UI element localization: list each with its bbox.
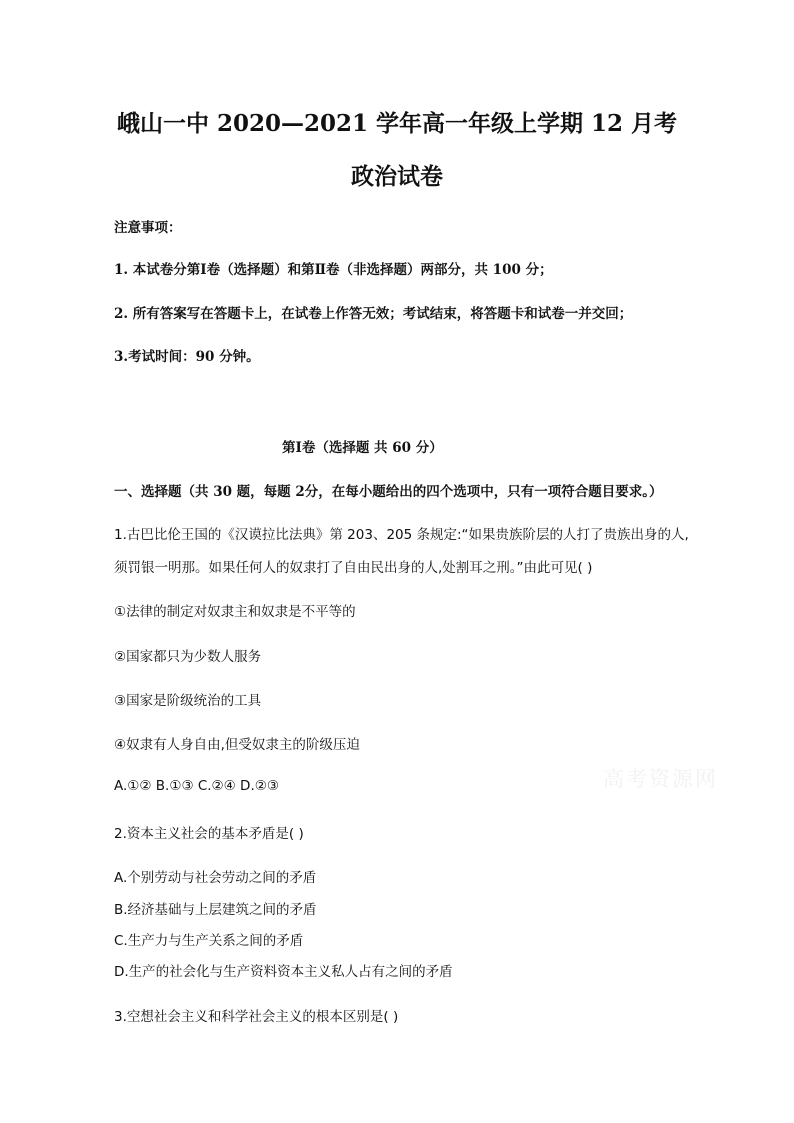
question-2-option-c: C.生产力与生产关系之间的矛盾 <box>114 933 304 949</box>
notice-heading: 注意事项： <box>114 220 182 236</box>
question-1-options: A.①② B.①③ C.②④ D.②③ <box>114 778 279 794</box>
question-1-statement-2: ②国家都只为少数人服务 <box>114 649 262 665</box>
notice-item-3: 3.考试时间：90 分钟。 <box>114 349 260 365</box>
question-2-option-a: A.个别劳动与社会劳动之间的矛盾 <box>114 870 317 886</box>
section-instruction: 一、选择题（共 30 题，每题 2分，在每小题给出的四个选项中，只有一项符合题目要求。） <box>114 484 663 500</box>
watermark: 高考资源网 <box>603 767 718 791</box>
question-1-stem-line-1: 1.古巴比伦王国的《汉谟拉比法典》第 203、205 条规定:“如果贵族阶层的人打了贵族出身的人, <box>114 527 689 543</box>
question-1-statement-3: ③国家是阶级统治的工具 <box>114 693 262 709</box>
exam-title-line2: 政治试卷 <box>351 163 443 190</box>
notice-item-2: 2. 所有答案写在答题卡上，在试卷上作答无效；考试结束，将答题卡和试卷一并交回； <box>114 306 633 322</box>
question-1-statement-1: ①法律的制定对奴隶主和奴隶是不平等的 <box>114 604 356 620</box>
section-heading: 第Ⅰ卷（选择题 共 60 分） <box>282 440 443 456</box>
question-2-option-d: D.生产的社会化与生产资料资本主义私人占有之间的矛盾 <box>114 964 453 980</box>
question-1-stem-line-2: 须罚银一明那。如果任何人的奴隶打了自由民出身的人,处割耳之刑。”由此可见( ) <box>114 560 593 576</box>
question-2-option-b: B.经济基础与上层建筑之间的矛盾 <box>114 902 317 918</box>
question-3-stem: 3.空想社会主义和科学社会主义的根本区别是( ) <box>114 1009 399 1025</box>
question-2-stem: 2.资本主义社会的基本矛盾是( ) <box>114 826 304 842</box>
question-1-statement-4: ④奴隶有人身自由,但受奴隶主的阶级压迫 <box>114 737 360 753</box>
exam-title-line1: 峨山一中 2020—2021 学年高一年级上学期 12 月考 <box>116 110 678 137</box>
notice-item-1: 1. 本试卷分第Ⅰ卷（选择题）和第Ⅱ卷（非选择题）两部分，共 100 分； <box>114 262 553 278</box>
